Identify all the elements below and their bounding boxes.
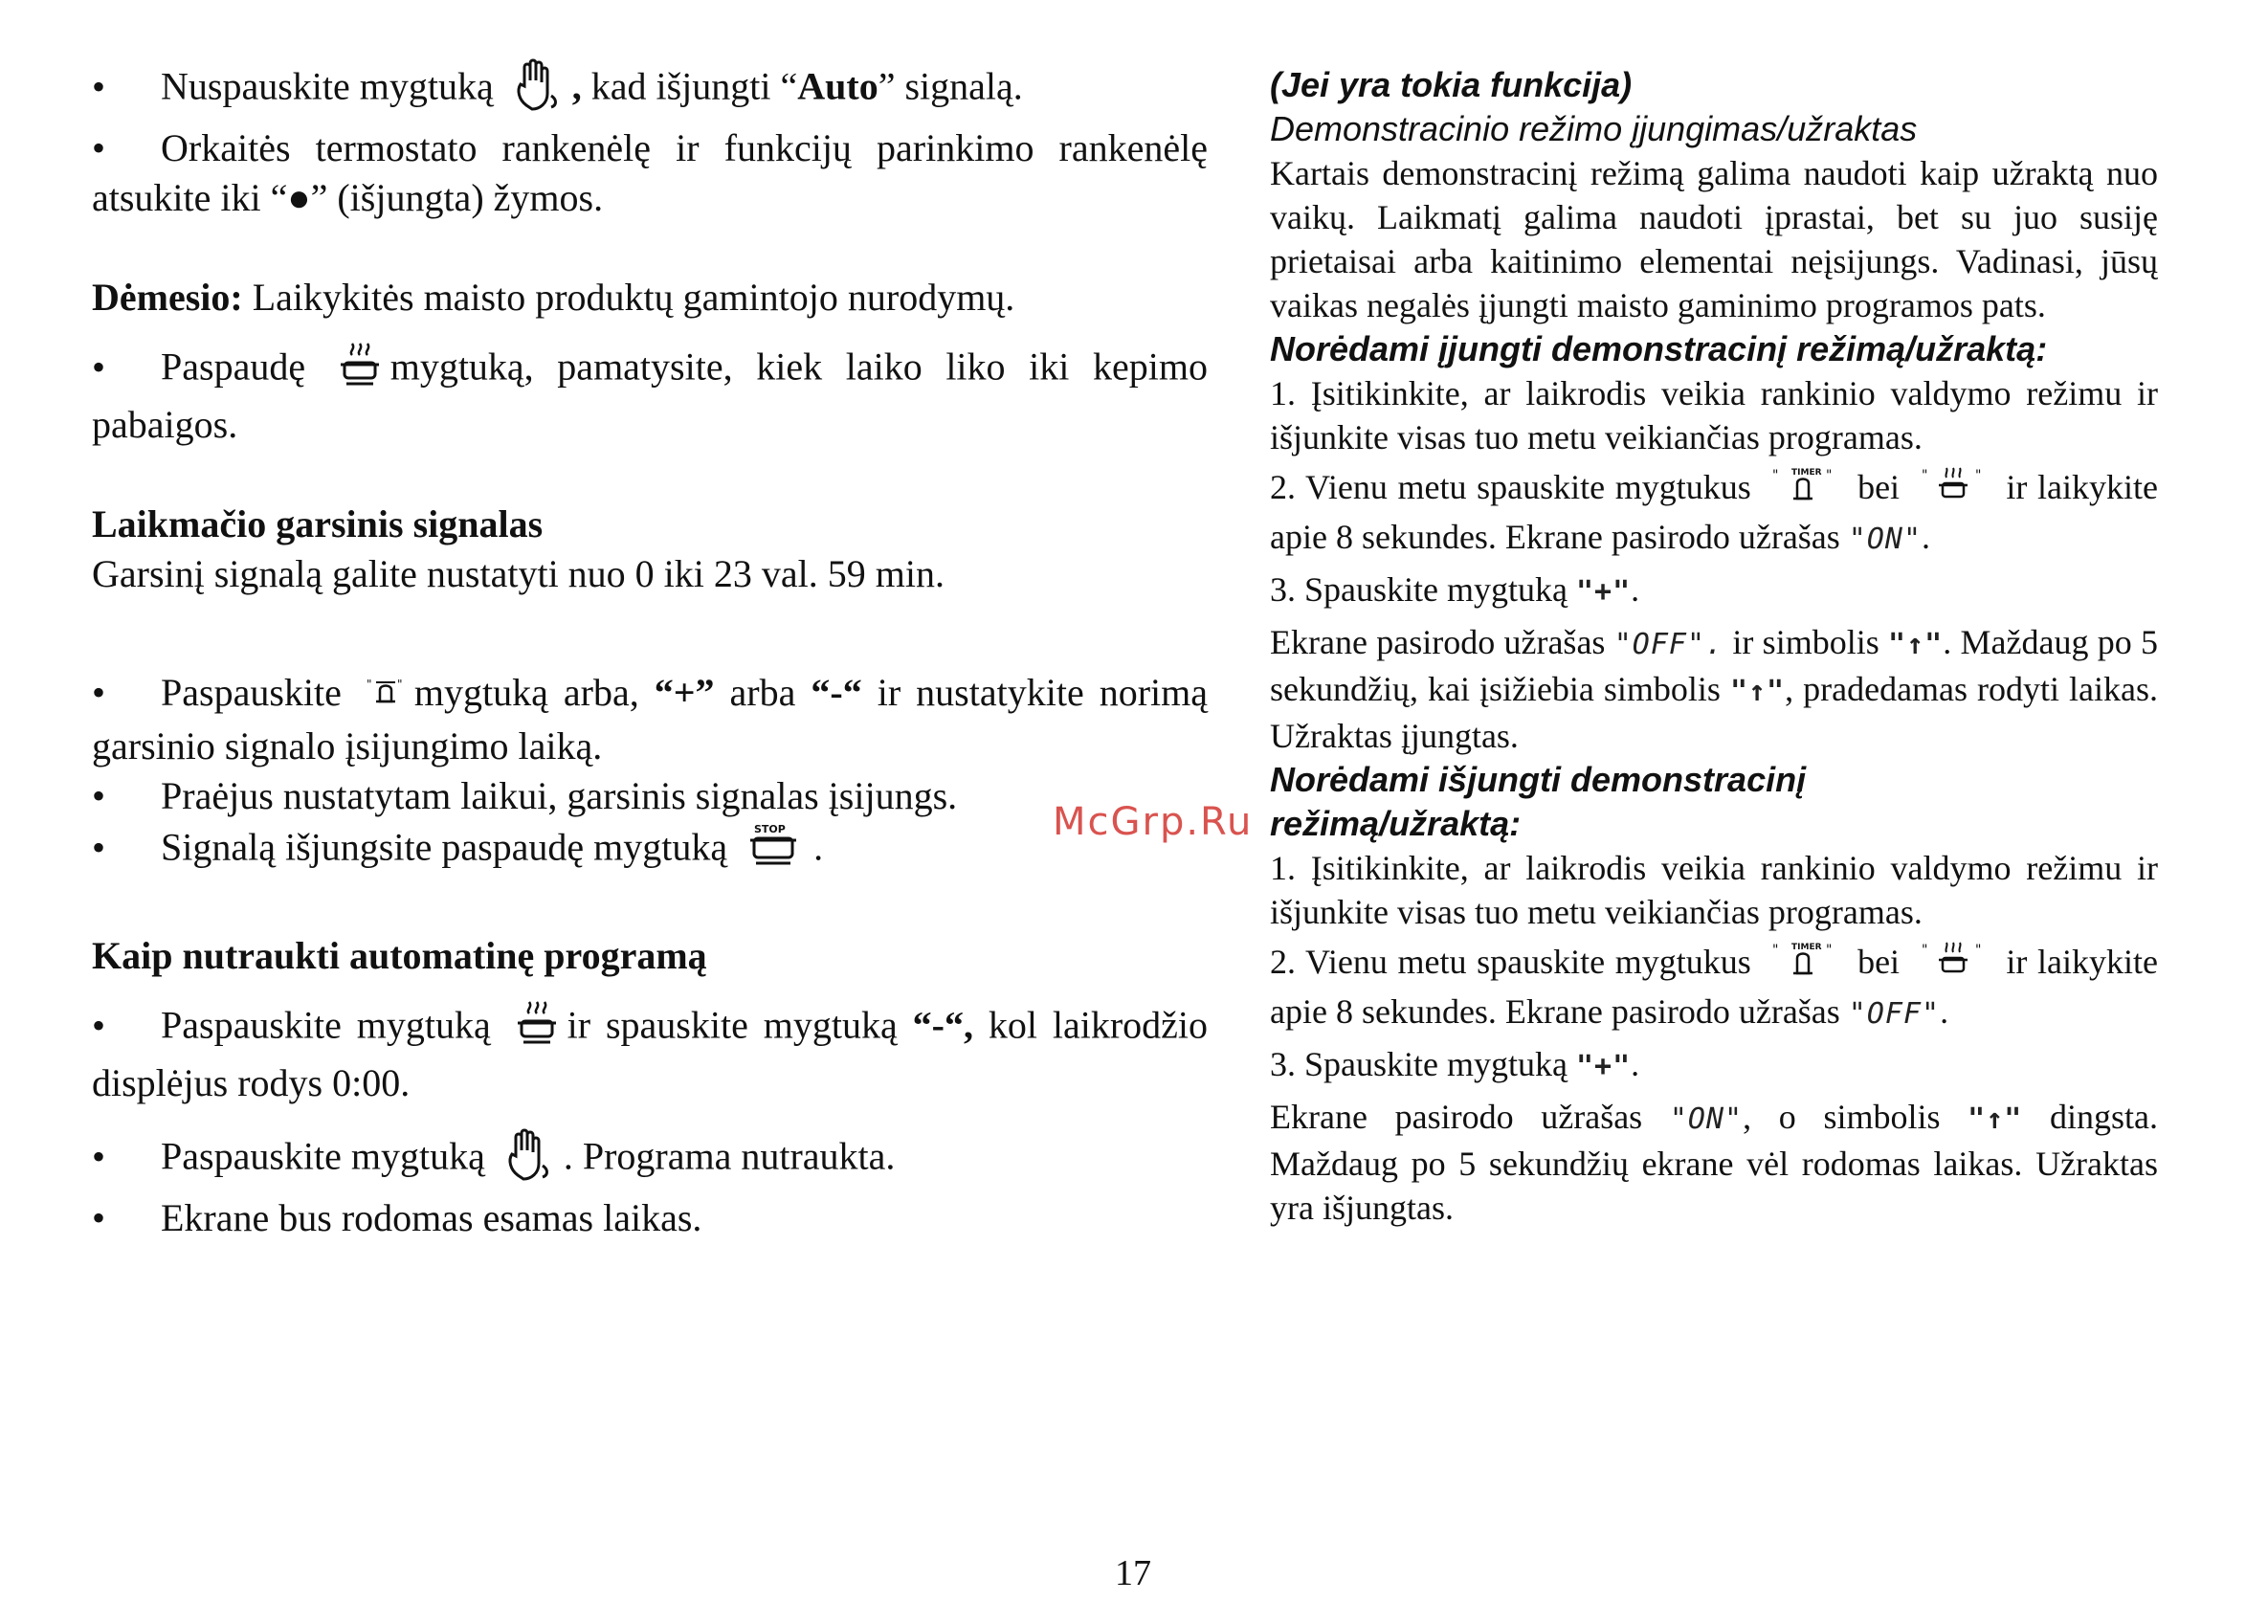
list-item: • Paspauskite mygtuką . Programa nutraukta.: [92, 1127, 1208, 1193]
section-heading: Laikmačio garsinis signalas: [92, 502, 544, 545]
step-1: 1. Įsitikinkite, ar laikrodis veikia rankinio valdymo režimu ir išjunkite visas tuo metu veikiančias programas.: [1270, 849, 2158, 932]
lcd-text: "ON": [1848, 523, 1923, 557]
cooking-button-icon: [1920, 941, 1987, 990]
list-item: • Orkaitės termostato rankenėlę ir funkcijų parinkimo rankenėlę atsukite iki “●” (išjungta) žymos.: [92, 126, 1208, 219]
list-item: • Praėjus nustatytam laikui, garsinis signalas įsijungs.: [92, 773, 958, 817]
cooking-pot-icon: [516, 1000, 558, 1058]
list-item: • Paspauskite " " mygtuką arba, “+” arba “-“ ir nustatykite norimą garsinio signalo įsijungimo laiką.: [92, 671, 1209, 768]
svg-text:": ": [1974, 468, 1982, 484]
hand-stop-icon: [504, 1127, 554, 1193]
list-item: • Nuspauskite mygtuką , kad išjungti “Auto” signalą.: [92, 57, 1208, 123]
list-item: • Ekrane bus rodomas esamas laikas.: [92, 1195, 702, 1239]
timer-label: TIMER: [1791, 943, 1822, 953]
attention-note: Dėmesio: Laikykitės maisto produktų gamintojo nurodymų.: [92, 276, 1015, 319]
section-heading: Kaip nutraukti automatinę programą: [92, 933, 707, 977]
timer-button-icon: [1770, 466, 1837, 515]
svg-text:": ": [396, 677, 403, 691]
list-item: • Signalą išjungsite paspaudę mygtuką STOP .: [92, 821, 1208, 881]
step-2: 2. Vienu metu spauskite mygtukus " TIMER " bei " " ir laikykite apie 8 sekundes. Ekrane pasirodo užrašas "OFF".: [1270, 943, 2158, 1032]
key-icon: "↑": [1968, 1102, 2023, 1137]
left-column: [92, 57, 1208, 1243]
stop-button-icon: [746, 821, 804, 881]
step-3: 3. Spauskite mygtuką "+".: [1270, 1045, 1640, 1084]
page-number: 17: [1115, 1553, 1151, 1593]
hand-stop-icon: [513, 57, 563, 123]
section-heading: (Jei yra tokia funkcija): [1270, 65, 1633, 104]
lcd-text: "OFF": [1848, 997, 1941, 1032]
step-3: 3. Spauskite mygtuką "+".: [1270, 570, 1640, 610]
key-icon: "↑": [1888, 628, 1944, 662]
cooking-pot-icon: [339, 342, 381, 400]
step-2: 2. Vienu metu spauskite mygtukus " TIMER " bei " " ir laikykite apie 8 sekundes. Ekrane pasirodo užrašas "ON".: [1270, 468, 2158, 557]
paragraph: Ekrane pasirodo užrašas "OFF". ir simbolis "↑". Maždaug po 5 sekundžių, kai įsižiebia simbolis "↑", pradedamas rodyti laikas. Užraktas įjungtas.: [1270, 623, 2159, 756]
svg-text:": ": [1921, 943, 1928, 959]
key-icon: "↑": [1729, 675, 1786, 709]
timer-label: TIMER: [1791, 468, 1822, 478]
list-item: • Paspaudę mygtuką, pamatysite, kiek laiko liko iki kepimo pabaigos.: [92, 342, 1208, 450]
paragraph: Kartais demonstracinį režimą galima naudoti kaip užraktą nuo vaikų. Laikmatį galima naudoti įprastai, bet su juo susiję prietaisai arba kaitinimo elementai neįsijungs. Vadinasi, jūsų vaikas negalės įjungti maisto gaminimo programos pats.: [1270, 154, 2158, 324]
timer-button-icon: [1770, 941, 1837, 990]
timer-bell-icon: [367, 672, 405, 722]
svg-text:": ": [1921, 468, 1928, 484]
watermark: McGrp.Ru: [1053, 800, 1254, 844]
svg-text:": ": [1772, 943, 1779, 959]
paragraph: Garsinį signalą galite nustatyti nuo 0 iki 23 val. 59 min.: [92, 552, 945, 595]
svg-text:": ": [1772, 468, 1779, 484]
svg-text:": ": [1826, 943, 1833, 959]
paragraph: Ekrane pasirodo užrašas "ON", o simbolis "↑" dingsta. Maždaug po 5 sekundžių ekrane vėl rodomas laikas. Užraktas yra išjungtas.: [1270, 1098, 2159, 1228]
svg-text:": ": [366, 677, 372, 691]
svg-text:": ": [1974, 943, 1982, 959]
section-heading: Norėdami įjungti demonstracinį režimą/užraktą:: [1270, 329, 2048, 368]
cooking-button-icon: [1920, 466, 1987, 515]
step-1: 1. Įsitikinkite, ar laikrodis veikia rankinio valdymo režimu ir išjunkite visas tuo metu veikiančias programas.: [1270, 374, 2158, 456]
section-heading: Norėdami išjungti demonstracinį režimą/užraktą:: [1270, 760, 1807, 844]
stop-label: STOP: [754, 822, 786, 835]
svg-text:": ": [1826, 468, 1833, 484]
list-item: • Paspauskite mygtuką ir spauskite mygtuką “-“, kol laikrodžio displėjus rodys 0:00.: [92, 1000, 1208, 1108]
section-subheading: Demonstracinio režimo įjungimas/užraktas: [1270, 109, 1918, 148]
right-column: [1270, 63, 2158, 1230]
